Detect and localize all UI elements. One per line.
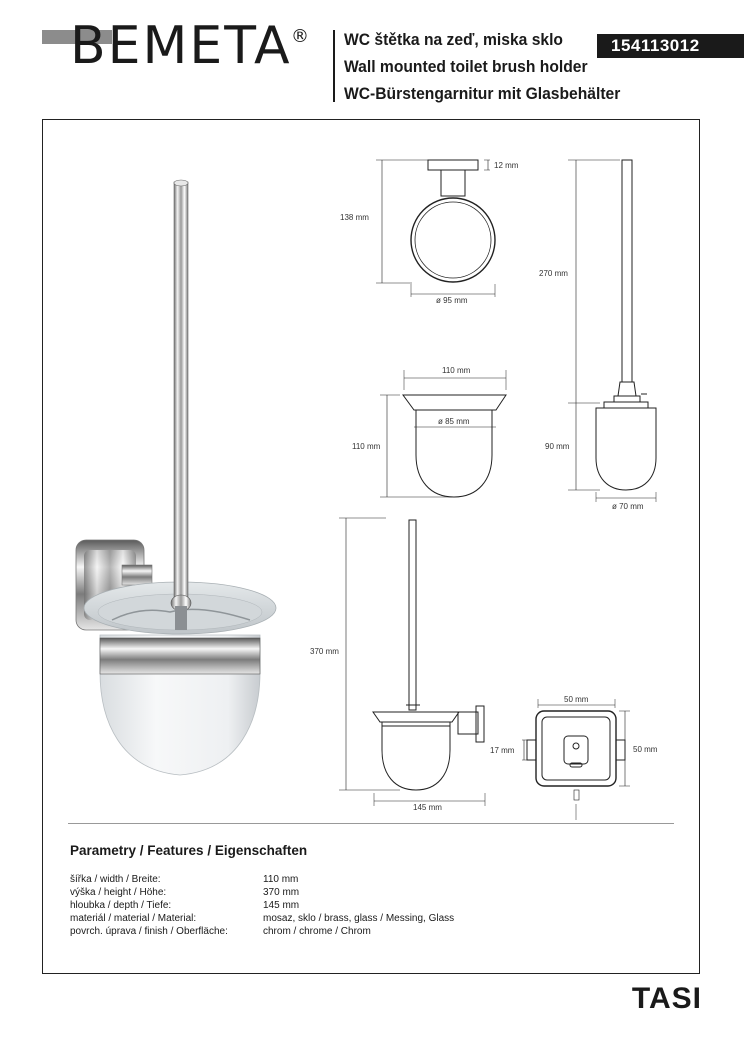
title-de: WC-Bürstengarnitur mit Glasbehälter (344, 84, 621, 103)
dim-95: ø 95 mm (436, 296, 468, 305)
dim-110-height: 110 mm (352, 442, 381, 451)
spec-value: 145 mm (263, 900, 300, 911)
spec-label: výška / height / Höhe: (70, 887, 167, 898)
spec-value: 110 mm (263, 874, 299, 885)
drawing-plate-top (522, 699, 630, 820)
drawing-bowl (380, 370, 506, 497)
dim-145: 145 mm (413, 803, 442, 812)
dim-270: 270 mm (539, 269, 568, 278)
dim-370: 370 mm (310, 647, 339, 656)
spec-value: chrom / chrome / Chrom (263, 926, 371, 937)
dim-138: 138 mm (340, 213, 369, 222)
brush-handle (174, 182, 188, 602)
title-cz: WC štětka na zeď, miska sklo (344, 30, 564, 49)
dim-50-height: 50 mm (633, 745, 658, 754)
dim-90: 90 mm (545, 442, 570, 451)
spec-label: povrch. úprava / finish / Oberfläche: (70, 926, 228, 937)
chrome-ring (100, 638, 260, 674)
spec-label: materiál / material / Material: (70, 913, 197, 924)
drawing-assembly-side (339, 518, 485, 806)
spec-value: mosaz, sklo / brass, glass / Messing, Glass (263, 913, 455, 924)
spec-label: šířka / width / Breite: (70, 874, 161, 885)
drawing-front-holder (376, 160, 495, 297)
title-en: Wall mounted toilet brush holder (344, 57, 588, 76)
brand-logo: BEMETA (70, 16, 292, 76)
dim-110-width: 110 mm (442, 366, 471, 375)
drawing-brush-side (568, 160, 656, 502)
dim-12: 12 mm (494, 161, 519, 170)
dim-50-width: 50 mm (564, 695, 589, 704)
features-title: Parametry / Features / Eigenschaften (70, 843, 308, 858)
features-divider (68, 823, 674, 824)
dim-85: ø 85 mm (438, 417, 470, 426)
product-photo (76, 180, 276, 775)
spec-value: 370 mm (263, 887, 300, 898)
registered-mark: ® (291, 26, 309, 47)
dim-17: 17 mm (490, 746, 515, 755)
dim-70: ø 70 mm (612, 502, 644, 511)
spec-label: hloubka / depth / Tiefe: (70, 900, 172, 911)
series-name: TASI (631, 982, 702, 1015)
product-code: 154113012 (597, 34, 744, 58)
